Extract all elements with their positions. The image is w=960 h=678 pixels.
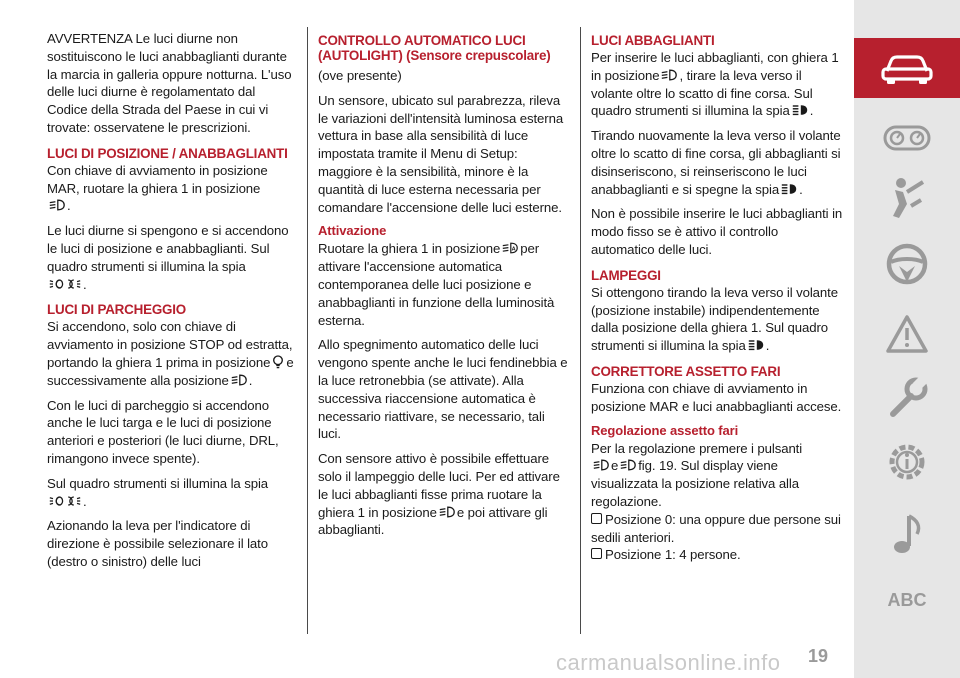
paragraph-posizione: Con chiave di avviamento in posizione MAR, ruotare la ghiera 1 in posizione . [47, 162, 268, 214]
paragraph-luci-diurne: Le luci diurne si spengono e si accendono le luci di posizione e anabbaglianti. Sul quadro strumenti si illumina la spia . [47, 223, 289, 292]
headlight-down-icon [620, 458, 636, 472]
paragraph-non-possibile: Non è possibile inserire le luci abbaglianti in modo fisso se è attivo il controllo automatico delle luci. [591, 206, 843, 257]
auto-beam-icon [502, 241, 518, 255]
safety-person-icon [887, 176, 927, 220]
low-beam-icon [661, 68, 677, 82]
sidebar-item-technical-data[interactable] [854, 432, 960, 492]
high-beam-icon [792, 103, 808, 117]
column-3 [591, 30, 843, 564]
heading-controllo-automatico: CONTROLLO AUTOMATICO LUCI (AUTOLIGHT) (Sensore crepuscolare) [318, 33, 551, 63]
heading-attivazione: Attivazione [318, 223, 387, 239]
checkbox-square-icon [591, 513, 602, 524]
heading-correttore: CORRETTORE ASSETTO FARI [591, 363, 781, 379]
column-1 [47, 30, 295, 578]
checkbox-square-icon [591, 548, 602, 559]
settings-info-icon [884, 439, 930, 485]
list-item: Posizione 0: una oppure due persone sui sedili anteriori. [591, 511, 841, 545]
warning-triangle-icon [885, 314, 929, 354]
sidebar-item-car[interactable] [854, 38, 960, 98]
car-icon [879, 51, 935, 85]
low-beam-icon [439, 505, 455, 519]
heading-abbaglianti: LUCI ABBAGLIANTI [591, 33, 715, 48]
paragraph-tirando: Tirando nuovamente la leva verso il volante oltre lo scatto di fine corsa, gli abbaglianti si disinseriscono, si reinseriscono le luci anabbaglianti e si spegne la spia . [591, 128, 841, 197]
paragraph-lampeggi: Si ottengono tirando la leva verso il volante (posizione instabile) indipendentemente dalla posizione della ghiera 1. Sul quadro strumenti si illumina la spia . [591, 284, 838, 354]
heading-regolazione: Regolazione assetto fari [591, 422, 739, 438]
sidebar-item-warning[interactable] [854, 304, 960, 364]
paragraph-indicatore: Azionando la leva per l'indicatore di direzione è possibile selezionare il lato (destro o sinistro) delle luci [47, 518, 268, 569]
music-note-icon [889, 512, 925, 556]
column-2 [318, 30, 570, 546]
paragraph-attivazione: Ruotare la ghiera 1 in posizione per attivare l'accensione automatica contemporanea delle luci posizione e anabbaglianti in funzione della luminosità esterna. [318, 241, 555, 328]
paragraph-spia-parcheggio: Sul quadro strumenti si illumina la spia . [47, 475, 269, 509]
paragraph-sensore-attivo: Con sensore attivo è possibile effettuare solo il lampeggio delle luci. Per ed attivare le luci abbaglianti fisse prima ruotare la ghiera 1 in posizione e poi attivare gli abbaglianti. [318, 451, 560, 538]
paragraph-parcheggio: Si accendono, solo con chiave di avviamento in posizione STOP od estratta, portando la ghiera 1 prima in posizione e successivamente alla posizione . [47, 319, 294, 388]
wrench-icon [885, 376, 929, 420]
bulb-icon [272, 355, 284, 369]
paragraph-correttore: Funziona con chiave di avviamento in posizione MAR e luci anabbaglianti accese. [591, 380, 842, 414]
low-beam-icon [231, 373, 247, 387]
sidebar-item-maintenance[interactable] [854, 368, 960, 428]
sidebar-item-steering[interactable] [854, 234, 960, 294]
chapter-sidebar [854, 0, 960, 678]
sidebar-item-dashboard[interactable] [854, 108, 960, 168]
dashboard-gauges-icon [883, 123, 931, 153]
heading-lampeggi: LAMPEGGI [591, 267, 661, 283]
paragraph-warning: AVVERTENZA Le luci diurne non sostituiscono le luci anabbaglianti durante la marcia in galleria oppure notturna. L'uso delle luci diurne è regolamentato dal Codice della Strada del Paese in cui vi trovate: osservatene le prescrizioni. [47, 31, 292, 135]
column-divider [580, 27, 581, 634]
paragraph-sensore: Un sensore, ubicato sul parabrezza, rileva le variazioni dell'intensità luminosa esterna vettura in base alla sensibilità di luce impostata tramite il Menu di Setup: maggiore è la sensibilità, minore è la quantità di luce esterna necessaria per comandare l'accensione delle luci esterne. [318, 92, 564, 215]
paragraph-ove-presente: (ove presente) [318, 68, 402, 83]
heading-parcheggio: LUCI DI PARCHEGGIO [47, 302, 186, 318]
high-beam-icon [748, 338, 764, 352]
headlight-up-icon [593, 458, 609, 472]
paragraph-regolazione: Per la regolazione premere i pulsanti e fig. 19. Sul display viene visualizzata la posizione relativa alla regolazione. [591, 440, 803, 509]
page-number: 19 [808, 646, 829, 666]
paragraph-abbaglianti: Per inserire le luci abbaglianti, con ghiera 1 in posizione , tirare la leva verso il volante oltre lo scatto di fine corsa. Sul quadro strumenti si illumina la spia . [591, 50, 839, 119]
sidebar-item-multimedia[interactable] [854, 504, 960, 564]
sidebar-item-safety[interactable] [854, 168, 960, 228]
paragraph-spegnimento: Allo spegnimento automatico delle luci vengono spente anche le luci fendinebbia e la luce retronebbia (se attivate). Alla successiva riaccensione automatica è necessario riattivare, se necessario, tali luci. [318, 337, 568, 442]
high-beam-icon [781, 182, 797, 196]
side-lights-icon [49, 494, 81, 508]
column-divider [307, 27, 308, 634]
list-item: Posizione 1: 4 persone. [591, 546, 843, 564]
abc-icon: ABC [887, 589, 927, 610]
sidebar-item-index[interactable] [854, 570, 960, 630]
watermark: carmanualsonline.info [556, 650, 781, 675]
steering-wheel-icon [885, 242, 929, 286]
paragraph-luci-targa: Con le luci di parcheggio si accendono anche le luci targa e le luci di posizione anteriori e posteriori (le luci diurne, DRL, rimangono invece spente). [47, 397, 279, 466]
low-beam-icon [49, 198, 65, 212]
heading-posizione-anabbaglianti: LUCI DI POSIZIONE / ANABBAGLIANTI [47, 145, 288, 161]
side-lights-icon [49, 277, 81, 291]
